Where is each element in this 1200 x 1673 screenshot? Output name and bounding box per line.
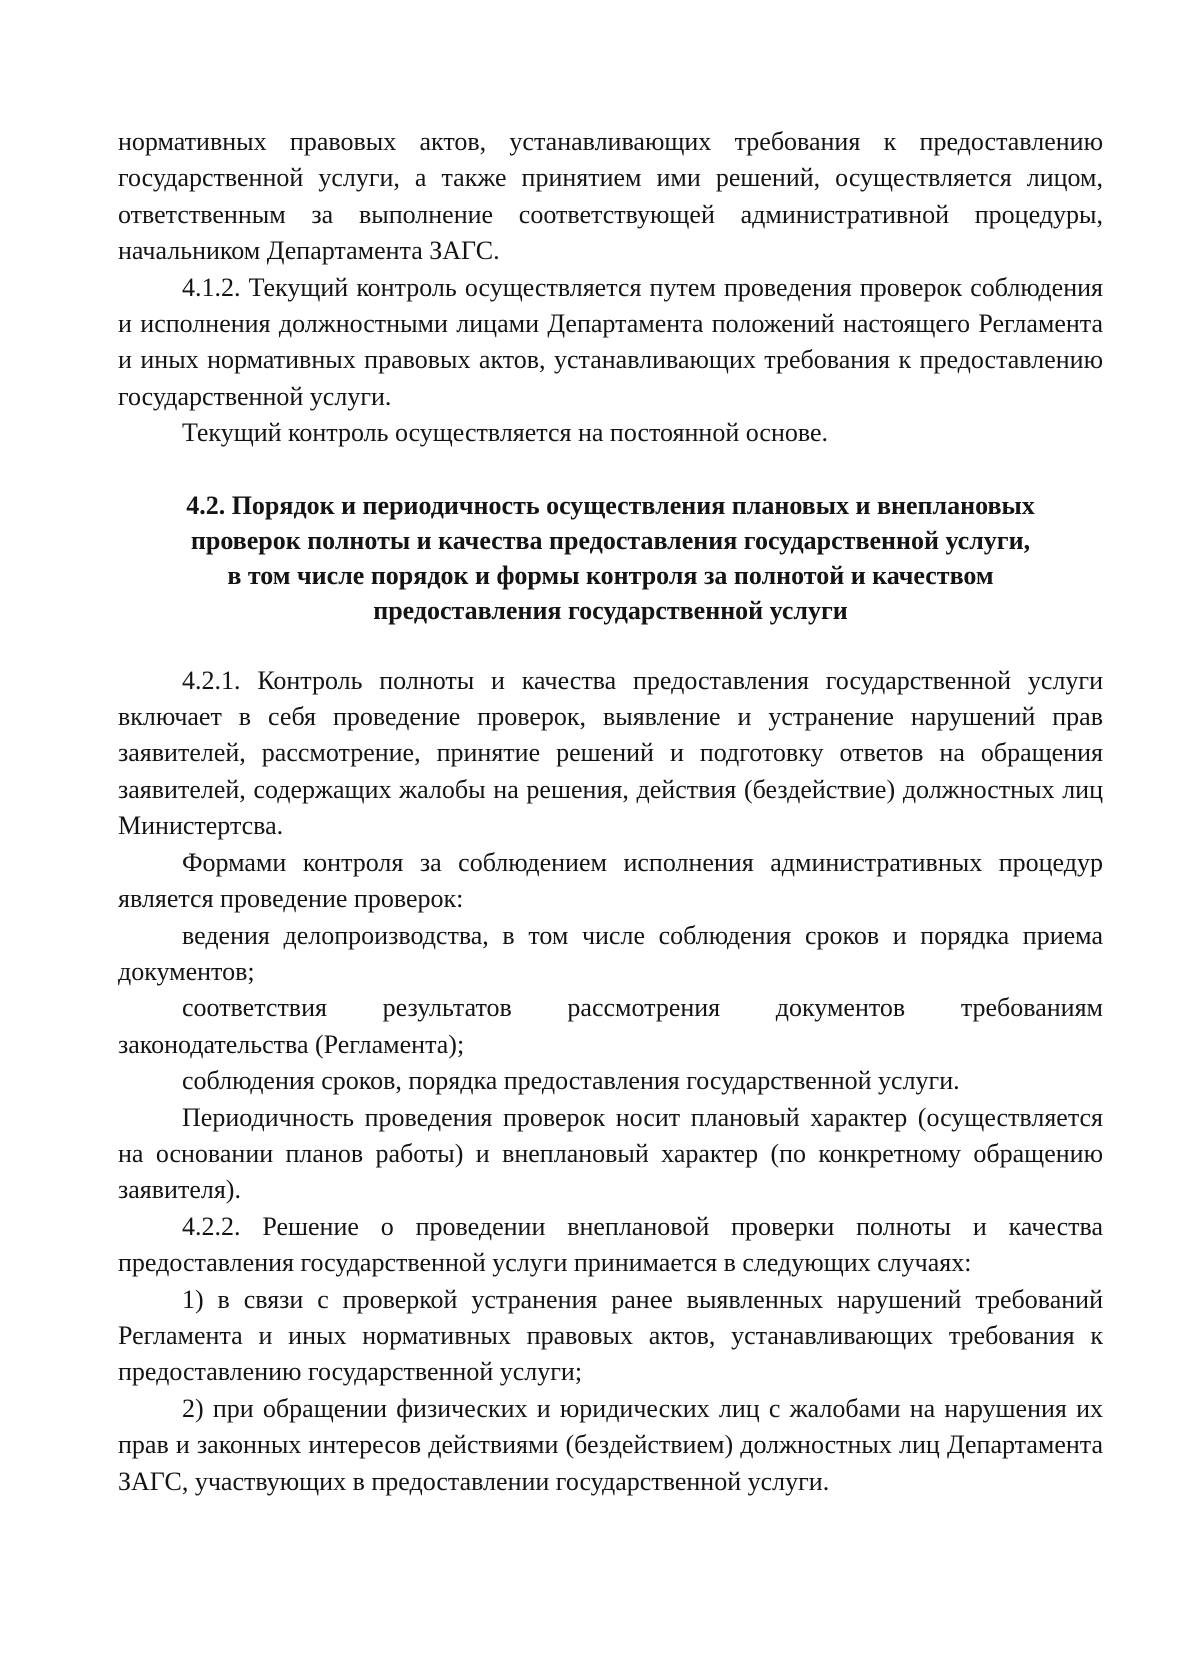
list-item-1: 1) в связи с проверкой устранения ранее выявленных нарушений требований Регламента и иных нормативных правовых актов, устанавливающих требования к предоставлению государственной услуги;: [118, 1284, 1103, 1387]
paragraph-4-2-1: 4.2.1. Контроль полноты и качества предоставления государственной услуги включает в себя проведение проверок, выявление и устранение нарушений прав заявителей, рассмотрение, принятие решений и подготовку ответов на обращения заявителей, содержащих жалобы на решения, действия (бездействие) должностных лиц Министертсва.: [118, 665, 1103, 841]
paragraph-continuation: нормативных правовых актов, устанавливающих требования к предоставлению государственной услуги, а также принятием ими решений, осуществляется лицом, ответственным за выполнение соответствующей административной процедуры, начальником Департамента ЗАГС.: [118, 127, 1103, 266]
heading-line-1: 4.2. Порядок и периодичность осуществления плановых и внеплановых: [186, 490, 1035, 520]
heading-line-2: проверок полноты и качества предоставления государственной услуги,: [190, 525, 1031, 555]
paragraph-4-2-2: 4.2.2. Решение о проведении внеплановой проверки полноты и качества предоставления государственной услуги принимается в следующих случаях:: [118, 1211, 1103, 1278]
paragraph-records-management: ведения делопроизводства, в том числе соблюдения сроков и порядка приема документов;: [118, 920, 1103, 986]
section-heading-4-2: [118, 488, 1103, 628]
paragraph-periodicity: Периодичность проведения проверок носит плановый характер (осуществляется на основании планов работы) и внеплановый характер (по конкретному обращению заявителя).: [118, 1102, 1103, 1205]
heading-line-4: предоставления государственной услуги: [373, 595, 848, 625]
paragraph-control-forms: Формами контроля за соблюдением исполнения административных процедур является проведение проверок:: [118, 847, 1103, 914]
paragraph-ongoing-control: Текущий контроль осуществляется на постоянной основе.: [182, 418, 829, 448]
document-page: [118, 124, 1103, 1500]
heading-line-3: в том числе порядок и формы контроля за полнотой и качеством: [227, 560, 994, 590]
paragraph-4-1-2: 4.1.2. Текущий контроль осуществляется путем проведения проверок соблюдения и исполнения должностными лицами Департамента положений настоящего Регламента и иных нормативных правовых актов, устанавливающих требования к предоставлению государственной услуги.: [118, 272, 1103, 411]
paragraph-conformity: соответствия результатов рассмотрения документов требованиям законодательства (Регламента);: [118, 993, 1103, 1059]
list-item-2: 2) при обращении физических и юридических лиц с жалобами на нарушения их прав и законных интересов действиями (бездействием) должностных лиц Департамента ЗАГС, участвующих в предоставлении государственной услуги.: [118, 1393, 1103, 1496]
paragraph-deadlines: соблюдения сроков, порядка предоставления государственной услуги.: [182, 1066, 960, 1096]
